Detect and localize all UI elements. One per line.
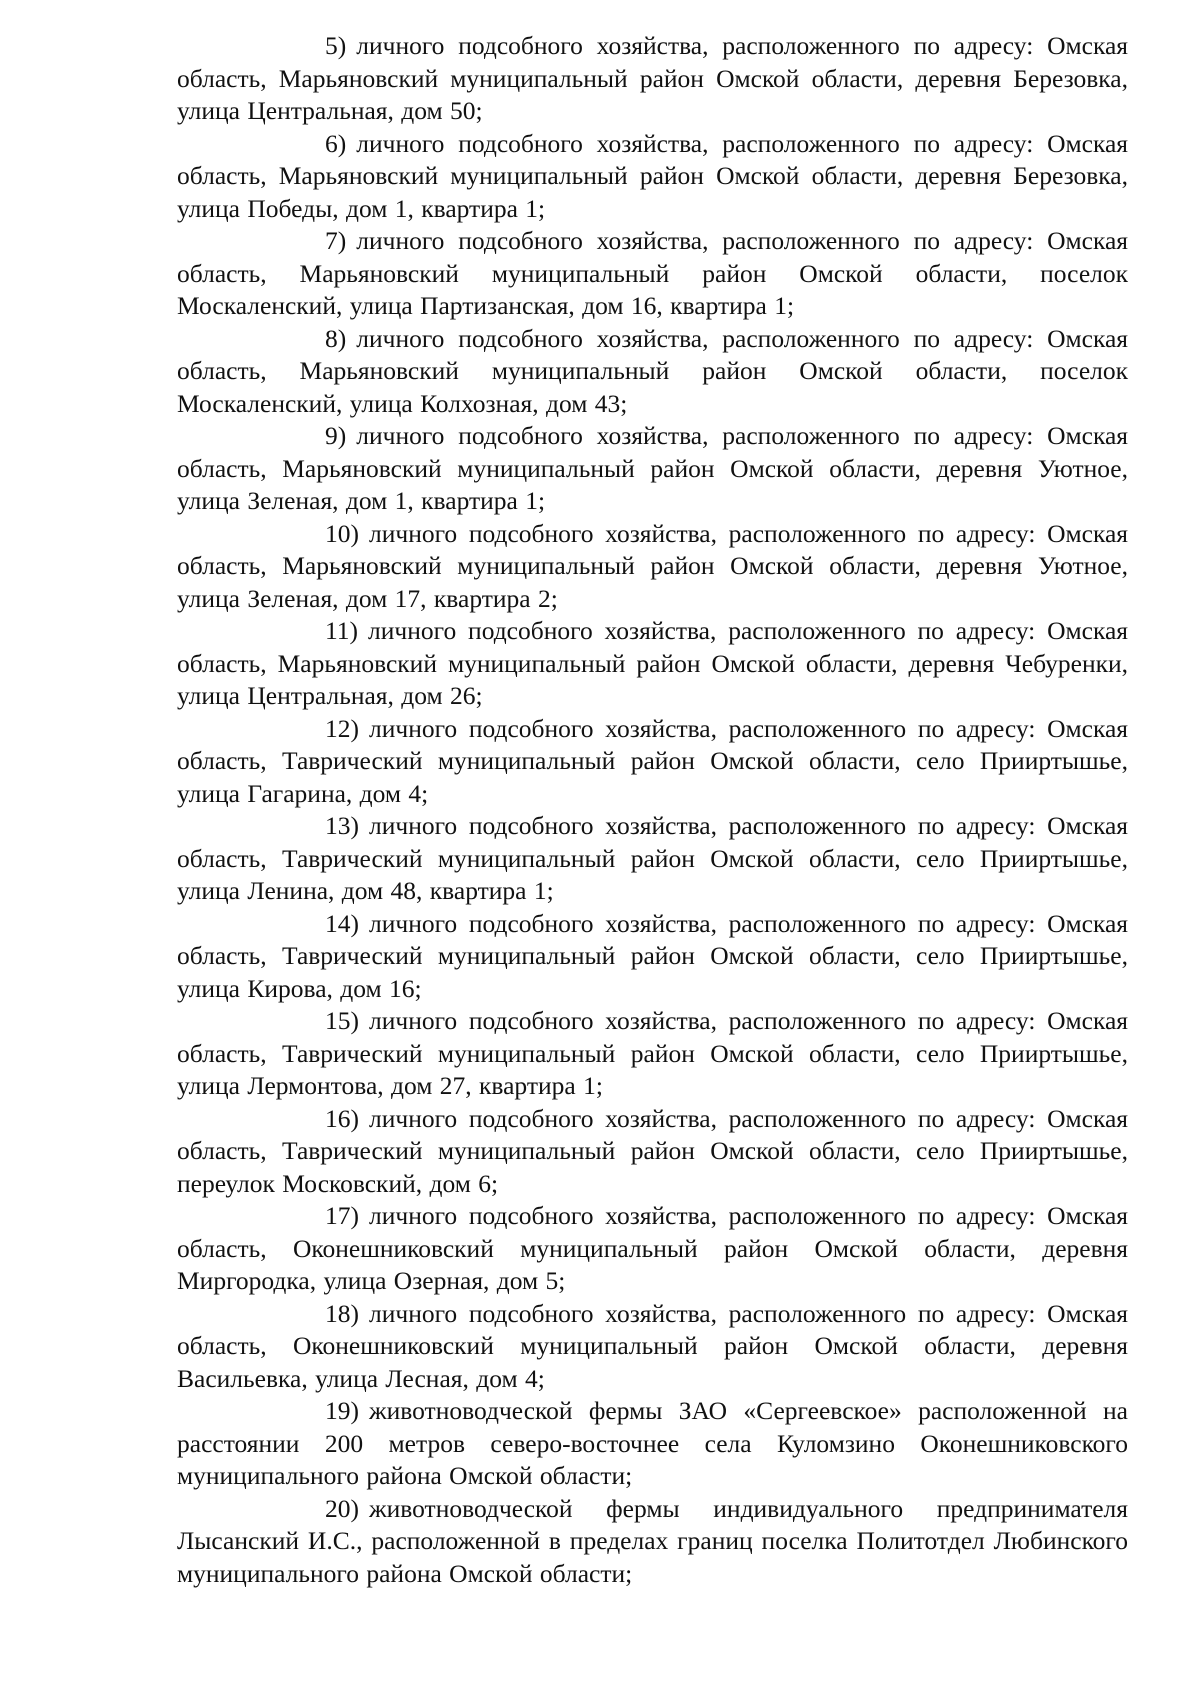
item-text: личного подсобного хозяйства, расположенного по адресу: Омская область, Марьяновский муниципальный район Омской области, поселок Москаленский, улица Колхозная, дом 43; [177,323,1128,418]
item-text: личного подсобного хозяйства, расположенного по адресу: Омская область, Марьяновский муниципальный район Омской области, поселок Москаленский, улица Партизанская, дом 16, квартира 1; [177,226,1128,320]
item-number: 15) [325,1006,359,1035]
item-number: 20) [325,1493,359,1523]
item-text: личного подсобного хозяйства, расположенного по адресу: Омская область, Таврический муниципальный район Омской области, село Прииртышье, улица Ленина, дом 48, квартира 1; [177,811,1128,905]
list-item [177,1200,1128,1298]
list-item [177,323,1128,421]
item-number: 10) [325,518,359,548]
list-item [177,128,1128,226]
list-item [177,615,1128,713]
item-text: личного подсобного хозяйства, расположенного по адресу: Омская область, Оконешниковский муниципальный район Омской области, деревня Миргородка, улица Озерная, дом 5; [177,1201,1128,1295]
item-number: 17) [325,1201,359,1230]
list-item [177,1298,1128,1396]
item-text: личного подсобного хозяйства, расположенного по адресу: Омская область, Марьяновский муниципальный район Омской области, деревня Чебуренки, улица Центральная, дом 26; [177,616,1128,710]
list-item [177,225,1128,323]
list-item [177,518,1128,616]
list-item [177,1395,1128,1493]
item-text: личного подсобного хозяйства, расположенного по адресу: Омская область, Таврический муниципальный район Омской области, село Прииртышье, переулок Московский, дом 6; [177,1103,1128,1198]
item-text: личного подсобного хозяйства, расположенного по адресу: Омская область, Марьяновский муниципальный район Омской области, деревня Березовка, улица Победы, дом 1, квартира 1; [177,128,1128,223]
item-number: 5) [325,31,347,60]
item-text: животноводческой фермы ЗАО «Сергеевское» расположенной на расстоянии 200 метров северо-восточнее села Куломзино Оконешниковского муниципального района Омской области; [177,1396,1128,1490]
list-item [177,810,1128,908]
item-text: личного подсобного хозяйства, расположенного по адресу: Омская область, Таврический муниципальный район Омской области, село Прииртышье, улица Лермонтова, дом 27, квартира 1; [177,1006,1128,1100]
item-text: личного подсобного хозяйства, расположенного по адресу: Омская область, Таврический муниципальный район Омской области, село Прииртышье, улица Гагарина, дом 4; [177,713,1128,808]
item-number: 11) [325,616,359,645]
item-text: личного подсобного хозяйства, расположенного по адресу: Омская область, Оконешниковский муниципальный район Омской области, деревня Васильевка, улица Лесная, дом 4; [177,1298,1128,1393]
list-item [177,1493,1128,1591]
item-number: 14) [325,908,359,938]
item-text: личного подсобного хозяйства, расположенного по адресу: Омская область, Марьяновский муниципальный район Омской области, деревня Уютное, улица Зеленая, дом 17, квартира 2; [177,518,1128,613]
item-text: личного подсобного хозяйства, расположенного по адресу: Омская область, Марьяновский муниципальный район Омской области, деревня Уютное, улица Зеленая, дом 1, квартира 1; [177,421,1128,515]
item-number: 18) [325,1298,359,1328]
item-number: 6) [325,128,347,158]
list-item [177,1103,1128,1201]
item-number: 7) [325,226,347,255]
list-item [177,420,1128,518]
item-number: 19) [325,1396,359,1425]
item-number: 9) [325,421,347,450]
item-number: 16) [325,1103,359,1133]
item-number: 12) [325,713,359,743]
document-page [177,30,1128,1590]
item-text: животноводческой фермы индивидуального предпринимателя Лысанский И.С., расположенной в пределах границ поселка Политотдел Любинского муниципального района Омской области; [177,1493,1128,1588]
list-item [177,713,1128,811]
list-item [177,1005,1128,1103]
item-text: личного подсобного хозяйства, расположенного по адресу: Омская область, Марьяновский муниципальный район Омской области, деревня Березовка, улица Центральная, дом 50; [177,31,1128,125]
list-item [177,908,1128,1006]
item-text: личного подсобного хозяйства, расположенного по адресу: Омская область, Таврический муниципальный район Омской области, село Прииртышье, улица Кирова, дом 16; [177,908,1128,1003]
list-item [177,30,1128,128]
item-number: 8) [325,323,347,353]
item-number: 13) [325,811,359,840]
